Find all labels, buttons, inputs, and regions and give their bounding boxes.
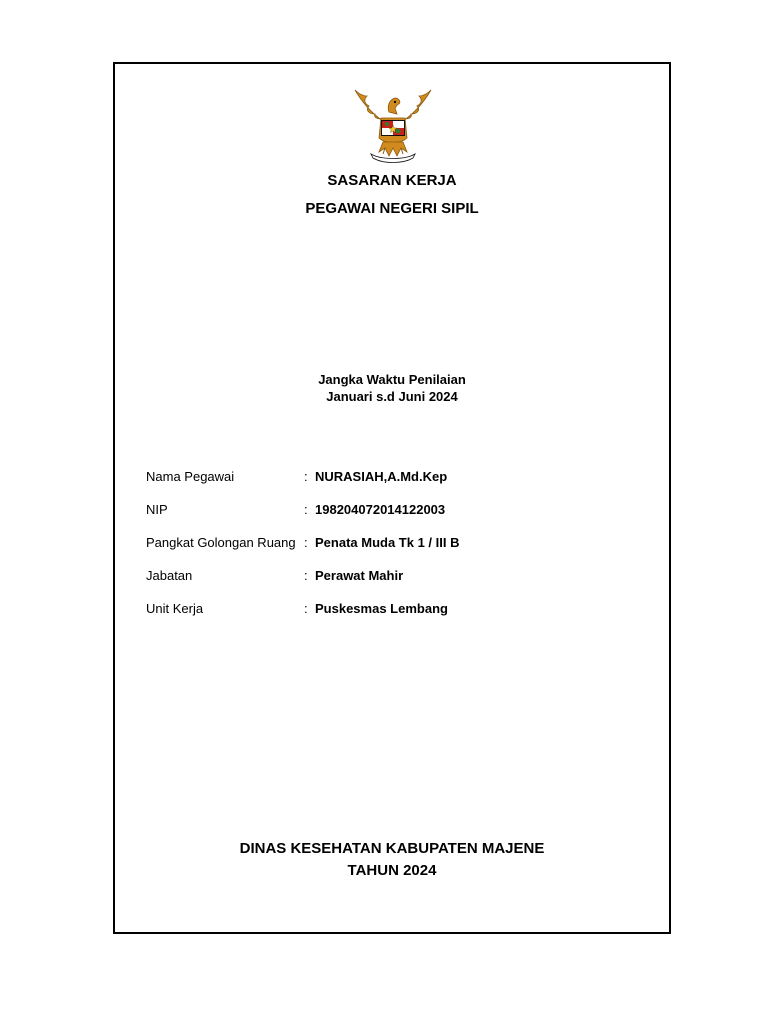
- field-label: Unit Kerja: [146, 601, 204, 616]
- field-separator: :: [304, 601, 308, 616]
- document-subtitle: PEGAWAI NEGERI SIPIL: [305, 200, 479, 217]
- field-separator: :: [304, 502, 308, 517]
- garuda-emblem-icon: [345, 86, 441, 164]
- field-label: Nama Pegawai: [146, 469, 235, 484]
- institution-name: DINAS KESEHATAN KABUPATEN MAJENE: [239, 840, 545, 857]
- field-label: Jabatan: [146, 568, 193, 583]
- document-title: SASARAN KERJA: [327, 172, 457, 189]
- document-border: [113, 62, 671, 934]
- field-value: Puskesmas Lembang: [315, 601, 448, 616]
- period-value: Januari s.d Juni 2024: [326, 389, 458, 404]
- field-value: NURASIAH,A.Md.Kep: [315, 469, 448, 484]
- document-year: TAHUN 2024: [347, 862, 437, 879]
- period-label: Jangka Waktu Penilaian: [318, 372, 466, 387]
- field-label: NIP: [146, 502, 168, 517]
- field-separator: :: [304, 469, 308, 484]
- field-value: 198204072014122003: [315, 502, 446, 517]
- field-separator: :: [304, 535, 308, 550]
- field-label: Pangkat Golongan Ruang: [146, 535, 296, 550]
- field-value: Perawat Mahir: [315, 568, 404, 583]
- field-value: Penata Muda Tk 1 / III B: [315, 535, 460, 550]
- field-separator: :: [304, 568, 308, 583]
